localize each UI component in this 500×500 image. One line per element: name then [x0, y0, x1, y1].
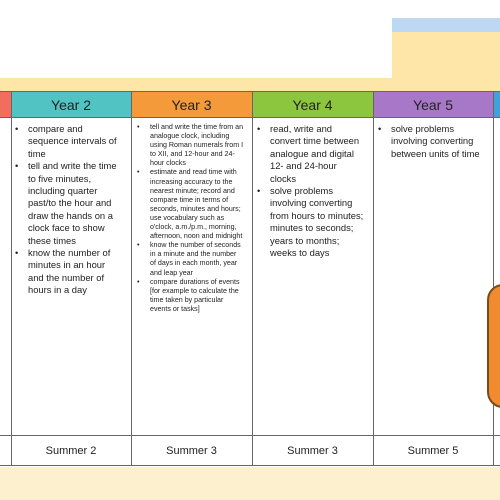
bullet-list [12, 123, 123, 297]
list-item: • know the number of minutes in an hour and the number of hours in a day [12, 247, 123, 297]
bullet-list [375, 123, 485, 160]
column-year-3 [131, 91, 252, 466]
column-footer: Summer 2 [11, 436, 131, 466]
list-item: • tell and write the time to five minutes, including quarter past/to the hour and draw the hands on a clock face to show these times [12, 160, 123, 247]
column-footer: Summer 3 [252, 436, 373, 466]
column-header-year-2 [11, 91, 131, 118]
column-divider [493, 91, 494, 466]
column-header-partial-right [493, 91, 500, 118]
column-header-label: Year 4 [292, 96, 333, 113]
list-item: • solve problems involving converting from hours to minutes; minutes to seconds; years to months; weeks to days [254, 185, 365, 259]
column-body [373, 118, 493, 436]
list-item: • solve problems involving converting between units of time [375, 123, 485, 160]
column-footer: Summer 3 [131, 436, 252, 466]
column-divider [373, 91, 374, 466]
column-divider [11, 91, 12, 466]
list-item: • read, write and convert time between analogue and digital 12- and 24-hour clocks [254, 123, 365, 185]
column-body [131, 118, 252, 436]
list-item: • tell and write the time from an analogue clock, including using Roman numerals from I to XII, and 12-hour and 24-hour clocks [134, 123, 244, 168]
column-year-4 [252, 91, 373, 466]
list-item: • compare and sequence intervals of time [12, 123, 123, 160]
column-partial-right [493, 91, 500, 466]
column-header-year-4 [252, 91, 373, 118]
bullet-list [254, 123, 365, 259]
column-header-label: Year 2 [51, 96, 91, 113]
curriculum-table [0, 91, 500, 466]
column-header-year-3 [131, 91, 252, 118]
column-header-partial-left [0, 91, 11, 118]
column-year-2 [11, 91, 131, 466]
list-item: • know the number of seconds in a minute and the number of days in each month, year and leap year [134, 241, 244, 277]
column-header-label: Year 3 [171, 96, 212, 113]
column-body [252, 118, 373, 436]
list-item: • estimate and read time with increasing accuracy to the nearest minute; record and compare time in terms of seconds, minutes and hours; use vocabulary such as o'clock, a.m./p.m., morning, afternoon, noon and midnight [134, 168, 244, 241]
decorative-band-bottom [0, 467, 500, 500]
decorative-band-blue [392, 18, 500, 32]
column-year-5 [373, 91, 493, 466]
column-body [11, 118, 131, 436]
column-header-label: Year 5 [413, 96, 453, 113]
decorative-band-strip [0, 78, 500, 92]
decorative-band-yellow [392, 32, 500, 80]
list-item: • compare durations of events [for example to calculate the time taken by particular events or tasks] [134, 278, 244, 314]
bullet-list [134, 123, 244, 314]
column-partial-left [0, 91, 11, 466]
column-footer: Summer 5 [373, 436, 493, 466]
column-header-year-5 [373, 91, 493, 118]
column-divider [252, 91, 253, 466]
column-divider [131, 91, 132, 466]
decorative-orange-shape [487, 284, 500, 408]
